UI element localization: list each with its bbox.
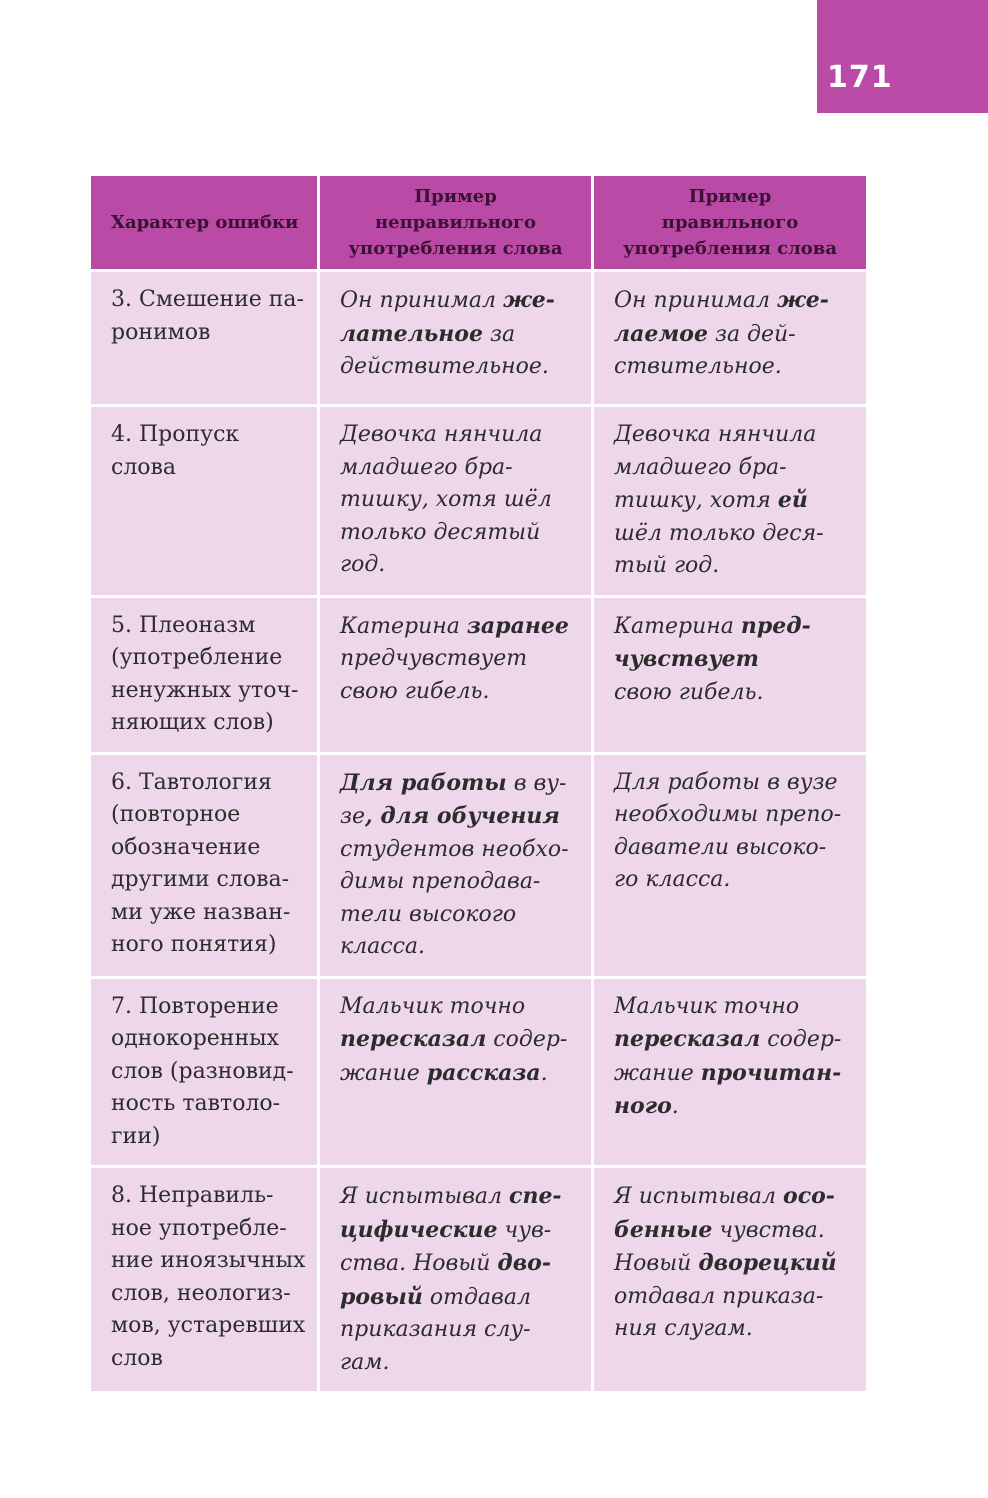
wrong-example-cell [319,596,593,753]
example-text: отдавал приказа- ния слугам. [614,1283,824,1341]
example-text: чувства. Новый [614,1217,825,1276]
emphasized-word: прочитан- ного [614,1059,842,1119]
emphasized-word: ей [777,487,808,513]
error-type-cell: 4. Пропуск слова [90,406,319,597]
example-text: Мальчик точно [340,993,526,1019]
emphasized-word: пред- чувствует [614,612,811,672]
wrong-example-cell [319,406,593,597]
table-row [90,753,868,977]
header-error-type: Характер ошибки [90,175,319,271]
example-text: отдавал приказания слу- гам. [340,1284,531,1375]
error-type-cell: 7. Повторение однокоренных слов (разновид- ность тавтоло- гии) [90,977,319,1167]
example-text: в ву- зе [340,770,567,829]
example-text: чув- ства. Новый [340,1217,552,1276]
error-type-cell: 3. Смешение па- ронимов [90,271,319,406]
example-text: свою гибель. [614,679,764,705]
emphasized-word: рассказа [426,1059,541,1086]
example-text: Катерина [340,613,467,639]
error-type-cell: 8. Неправиль- ное употребле- ние иноязычных слов, неологиз- мов, устаревших слов [90,1167,319,1393]
right-example-cell [593,596,868,753]
right-example-cell [593,271,868,406]
example-text: шёл только деся- тый год. [614,520,824,578]
wrong-example-cell [319,271,593,406]
table-row [90,977,868,1167]
table-row [90,1167,868,1393]
page-number: 171 [817,0,988,113]
example-text: . [540,1060,548,1086]
emphasized-word: пересказал [340,1026,487,1052]
example-text: Я испытывал [614,1184,784,1209]
example-text: содер- жание [614,1027,842,1086]
example-text: Он принимал [340,288,503,313]
example-text: Катерина [614,613,741,639]
emphasized-word: , для обучения [365,803,560,829]
table-header-row [90,175,868,271]
example-text: . [671,1094,679,1119]
emphasized-word: осо- бенные [614,1183,835,1243]
error-type-cell: 6. Тавтология (повторное обозначение другими слова- ми уже назван- ного понятия) [90,753,319,977]
right-example-cell [593,977,868,1167]
example-text: Мальчик точно [614,993,800,1019]
example-text: Для работы в вузе необходимы препо- даватели высоко- го класса. [614,769,842,892]
right-example-cell [593,406,868,597]
table-row [90,271,868,406]
emphasized-word: пересказал [614,1026,761,1052]
emphasized-word: спе- цифические [340,1183,562,1243]
right-example-cell [593,753,868,977]
emphasized-word: дворецкий [698,1250,837,1276]
header-right-example: Пример правильного употребления слова [593,175,868,271]
example-text: Девочка нянчила младшего бра- тишку, хотя [614,422,817,513]
example-text: предчувствует свою гибель. [340,646,528,704]
wrong-example-cell [319,1167,593,1393]
header-wrong-example: Пример неправильного употребления слова [319,175,593,271]
wrong-example-cell [319,977,593,1167]
emphasized-word: дво- ровый [340,1250,551,1310]
errors-table [88,173,869,1394]
example-text: содер- жание [340,1027,568,1086]
example-text: за действительное. [340,321,549,379]
emphasized-word: же- лаемое [614,287,829,347]
table-row [90,406,868,597]
example-text: Я испытывал [340,1184,510,1209]
example-text: студентов необхо- димы преподава- тели высокого класса. [340,836,569,959]
error-type-cell: 5. Плеоназм (употребление ненужных уточ- няющих слов) [90,596,319,753]
emphasized-word: же- лательное [340,287,555,347]
emphasized-word: Для работы [340,769,507,796]
emphasized-word: заранее [466,612,569,639]
example-text: Девочка нянчила младшего бра- тишку, хотя шёл только десятый год. [340,422,552,577]
example-text: за дей- ствительное. [614,321,796,379]
table-row [90,596,868,753]
right-example-cell [593,1167,868,1393]
example-text: Он принимал [614,288,777,313]
wrong-example-cell [319,753,593,977]
